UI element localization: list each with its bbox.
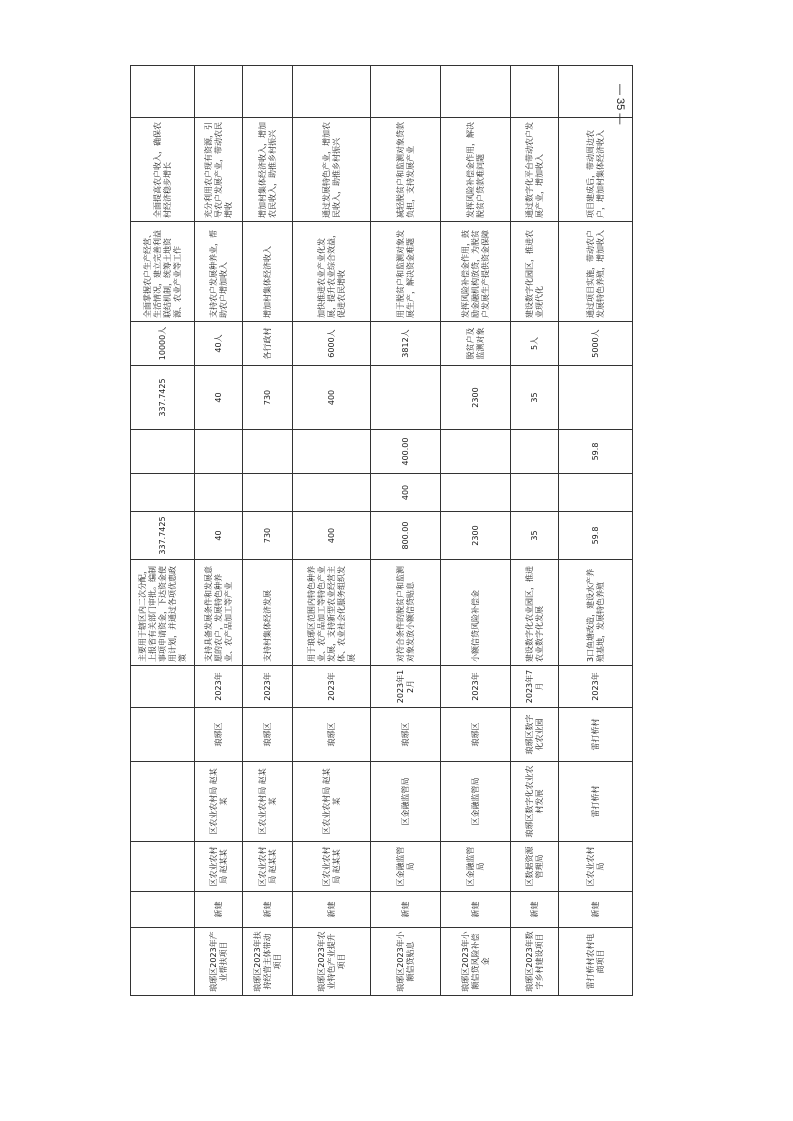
cell-b bbox=[441, 430, 511, 474]
table-row bbox=[195, 66, 243, 996]
table-row bbox=[371, 66, 441, 996]
table-row bbox=[511, 66, 559, 996]
cell-a bbox=[195, 474, 243, 512]
cell-result: 减轻脱贫户和监测对象贷款负担，支持发展产业 bbox=[371, 118, 441, 222]
cell-place: 琅琊区 bbox=[243, 708, 293, 762]
cell-name: 琅琊区2023年小额信贷贴息 bbox=[371, 928, 441, 996]
cell-person: 区农业农村局 赵某某 bbox=[195, 762, 243, 842]
cell-benefit: 全面掌握农户生产经营、生活情况，建立完善利益联结机制，统筹土地资源、农业产业等工作 bbox=[131, 222, 195, 322]
cell-result: 充分利用农户现有资源，引导农户发展产业，带动农民增收 bbox=[195, 118, 243, 222]
cell-a bbox=[293, 474, 371, 512]
cell-b bbox=[243, 430, 293, 474]
cell-result: 通过数字化平台带动农户发展产业，增加收入 bbox=[511, 118, 559, 222]
cell-content: 小额信贷风险补偿金 bbox=[441, 560, 511, 666]
cell-content: 主要用于辖区内二次分配，上报省有关部门审批。编制事项申请资金，下达资金使用计划，并通过各项优惠政策 bbox=[131, 560, 195, 666]
cell-name: 琅琊区2023年扶持经营主体带动项目 bbox=[243, 928, 293, 996]
cell-name: 雷打桥村农村电商项目 bbox=[559, 928, 633, 996]
cell-place: 琅琊区 bbox=[195, 708, 243, 762]
cell-blank bbox=[371, 66, 441, 118]
cell-a: 400 bbox=[371, 474, 441, 512]
project-table bbox=[130, 65, 633, 996]
cell-num: 脱贫户及监测对象 bbox=[441, 322, 511, 366]
cell-b bbox=[293, 430, 371, 474]
cell-person: 区金融监管局 bbox=[371, 762, 441, 842]
cell-blank bbox=[559, 66, 633, 118]
cell-type: 新建 bbox=[243, 892, 293, 928]
cell-total: 730 bbox=[243, 512, 293, 560]
cell-blank bbox=[293, 66, 371, 118]
cell-result: 项目建成后，带动周边农户，增加村集体经济收入 bbox=[559, 118, 633, 222]
cell-c: 40 bbox=[195, 366, 243, 430]
cell-b bbox=[131, 430, 195, 474]
cell-num: 3812人 bbox=[371, 322, 441, 366]
cell-total: 59.8 bbox=[559, 512, 633, 560]
cell-place: 琅琊区 bbox=[371, 708, 441, 762]
cell-num: 5人 bbox=[511, 322, 559, 366]
cell-content: 建设数字化农业园区，推进农业数字化发展 bbox=[511, 560, 559, 666]
cell-content: 对符合条件的脱贫户和监测对象发放小额信贷贴息 bbox=[371, 560, 441, 666]
cell-place: 琅琊区 bbox=[441, 708, 511, 762]
cell-period: 2023年7月 bbox=[511, 666, 559, 708]
cell-total: 800.00 bbox=[371, 512, 441, 560]
table-row bbox=[293, 66, 371, 996]
cell-name: 琅琊区2023年数字乡村建设项目 bbox=[511, 928, 559, 996]
cell-type: 新建 bbox=[511, 892, 559, 928]
cell-place: 琅琊区数字化农业园 bbox=[511, 708, 559, 762]
cell-b: 400.00 bbox=[371, 430, 441, 474]
cell-content: 支持村集体经济发展 bbox=[243, 560, 293, 666]
cell-type: 新建 bbox=[293, 892, 371, 928]
cell-period: 2023年 bbox=[243, 666, 293, 708]
cell-name bbox=[131, 928, 195, 996]
cell-unit bbox=[131, 842, 195, 892]
cell-num: 5000人 bbox=[559, 322, 633, 366]
cell-c: 35 bbox=[511, 366, 559, 430]
cell-name: 琅琊区2023年小额信贷风险补偿金 bbox=[441, 928, 511, 996]
cell-blank bbox=[441, 66, 511, 118]
cell-a bbox=[559, 474, 633, 512]
table-row bbox=[131, 66, 195, 996]
cell-content: 用于琅琊区范围内特色种养业、农产品加工等特色产业发展，支持新型农业经营主体、农业社会化服务组织发展 bbox=[293, 560, 371, 666]
cell-a bbox=[243, 474, 293, 512]
cell-unit: 区农业农村局 赵某某 bbox=[243, 842, 293, 892]
cell-unit: 区金融监管局 bbox=[441, 842, 511, 892]
cell-benefit: 加快推进农业产业化发展，提升农业综合效益，促进农民增收 bbox=[293, 222, 371, 322]
cell-name: 琅琊区2023年农业特色产业提升项目 bbox=[293, 928, 371, 996]
cell-result: 通过发展特色产业，增加农民收入，助推乡村振兴 bbox=[293, 118, 371, 222]
cell-period: 2023年 bbox=[195, 666, 243, 708]
cell-type: 新建 bbox=[559, 892, 633, 928]
cell-unit: 区金融监管局 bbox=[371, 842, 441, 892]
cell-total: 2300 bbox=[441, 512, 511, 560]
cell-person bbox=[131, 762, 195, 842]
cell-type bbox=[131, 892, 195, 928]
cell-place: 琅琊区 bbox=[293, 708, 371, 762]
table-row bbox=[441, 66, 511, 996]
cell-benefit: 支持农户发展种养业，帮助农户增加收入 bbox=[195, 222, 243, 322]
cell-total: 400 bbox=[293, 512, 371, 560]
cell-blank bbox=[511, 66, 559, 118]
cell-a bbox=[131, 474, 195, 512]
cell-c: 2300 bbox=[441, 366, 511, 430]
rotated-table-page bbox=[130, 66, 632, 996]
cell-type: 新建 bbox=[441, 892, 511, 928]
cell-person: 区农业农村局 赵某某 bbox=[293, 762, 371, 842]
cell-num: 6000人 bbox=[293, 322, 371, 366]
cell-person: 雷打桥村 bbox=[559, 762, 633, 842]
cell-unit: 区农业农村局 bbox=[559, 842, 633, 892]
cell-result: 增加村集体经济收入，增加农民收入，助推乡村振兴 bbox=[243, 118, 293, 222]
cell-name: 琅琊区2023年产业帮扶项目 bbox=[195, 928, 243, 996]
cell-period: 2023年 bbox=[293, 666, 371, 708]
cell-period: 2023年 bbox=[441, 666, 511, 708]
cell-unit: 区农业农村局 赵某某 bbox=[293, 842, 371, 892]
cell-num: 各行政村 bbox=[243, 322, 293, 366]
cell-result: 发挥风险补偿金作用，解决脱贫户贷款难问题 bbox=[441, 118, 511, 222]
cell-benefit: 建设数字化园区，推进农业现代化 bbox=[511, 222, 559, 322]
cell-b: 59.8 bbox=[559, 430, 633, 474]
cell-total: 337.7425 bbox=[131, 512, 195, 560]
cell-num: 10000人 bbox=[131, 322, 195, 366]
cell-total: 35 bbox=[511, 512, 559, 560]
cell-type: 新建 bbox=[371, 892, 441, 928]
cell-a bbox=[441, 474, 511, 512]
cell-benefit: 发挥风险补偿金作用，鼓励金融机构放贷，为脱贫户发展生产提供资金保障 bbox=[441, 222, 511, 322]
cell-person: 区金融监管局 bbox=[441, 762, 511, 842]
cell-blank bbox=[243, 66, 293, 118]
cell-benefit: 用于脱贫户和监测对象发展生产，解决资金难题 bbox=[371, 222, 441, 322]
table-row bbox=[559, 66, 633, 996]
cell-place: 雷打桥村 bbox=[559, 708, 633, 762]
cell-period: 2023年12月 bbox=[371, 666, 441, 708]
cell-benefit: 增加村集体经济收入 bbox=[243, 222, 293, 322]
cell-a bbox=[511, 474, 559, 512]
table-row bbox=[243, 66, 293, 996]
cell-unit: 区数据资源管理局 bbox=[511, 842, 559, 892]
cell-c: 730 bbox=[243, 366, 293, 430]
cell-blank bbox=[195, 66, 243, 118]
cell-period: 2023年 bbox=[559, 666, 633, 708]
cell-c: 400 bbox=[293, 366, 371, 430]
cell-num: 40人 bbox=[195, 322, 243, 366]
cell-total: 40 bbox=[195, 512, 243, 560]
cell-unit: 区农业农村局 赵某某 bbox=[195, 842, 243, 892]
cell-result: 全面提高农户收入，确保农村经济稳步增长 bbox=[131, 118, 195, 222]
cell-c: 337.7425 bbox=[131, 366, 195, 430]
cell-c bbox=[559, 366, 633, 430]
cell-b bbox=[511, 430, 559, 474]
cell-person: 琅琊区数字化农业农村发展 bbox=[511, 762, 559, 842]
cell-place bbox=[131, 708, 195, 762]
cell-c bbox=[371, 366, 441, 430]
cell-benefit: 通过项目实施，带动农户发展特色养殖，增加收入 bbox=[559, 222, 633, 322]
cell-b bbox=[195, 430, 243, 474]
cell-period bbox=[131, 666, 195, 708]
page-number: — 35 — bbox=[614, 84, 626, 125]
cell-content: 3口鱼塘改造，建设水产养殖基地，发展特色养殖 bbox=[559, 560, 633, 666]
cell-type: 新建 bbox=[195, 892, 243, 928]
cell-person: 区农业农村局 赵某某 bbox=[243, 762, 293, 842]
cell-content: 支持具备发展条件和发展意愿的农户，发展特色种养业、农产品加工等产业 bbox=[195, 560, 243, 666]
cell-blank bbox=[131, 66, 195, 118]
